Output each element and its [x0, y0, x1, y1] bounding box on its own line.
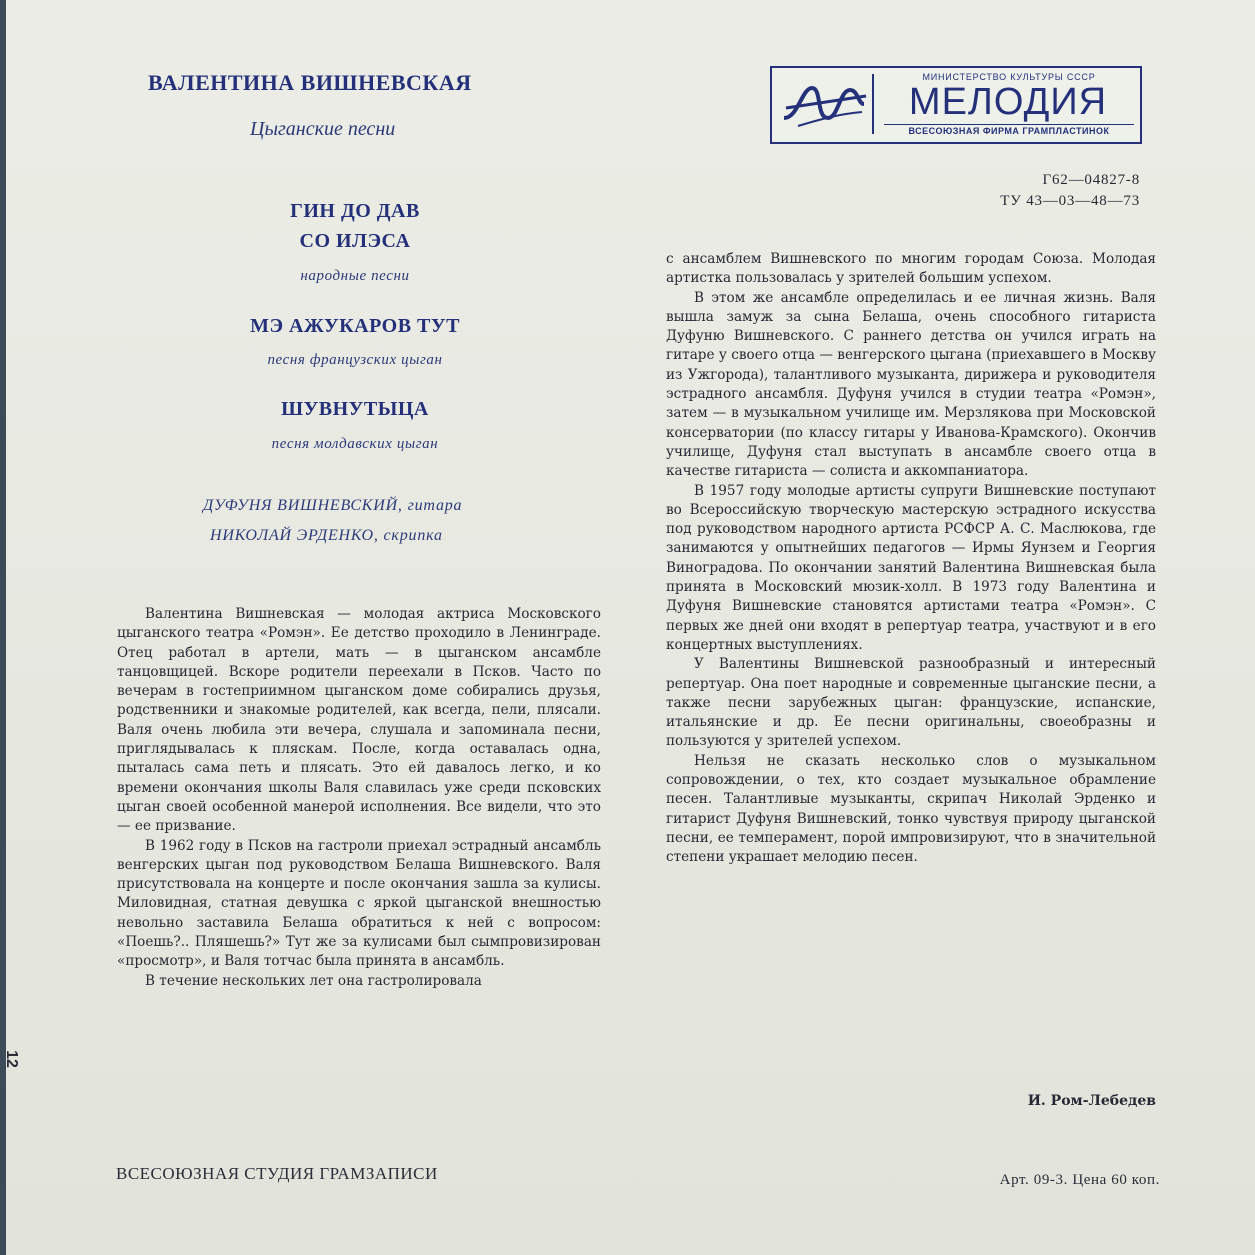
performer-role: гитара	[407, 497, 463, 514]
performer-role: скрипка	[383, 527, 443, 544]
performer-name: НИКОЛАЙ ЭРДЕНКО,	[210, 527, 379, 544]
performer-credit	[203, 497, 462, 515]
song-title: ШУВНУТЫЦА	[281, 398, 429, 420]
song-note: песня французских цыган	[267, 352, 443, 368]
price-info: Арт. 09-3. Цена 60 коп.	[999, 1172, 1160, 1188]
song-title: МЭ АЖУКАРОВ ТУТ	[250, 315, 460, 337]
performer-credit	[210, 527, 443, 545]
album-subtitle: Цыганские песни	[250, 118, 396, 140]
catalog-info	[950, 170, 1140, 212]
liner-notes-right	[666, 250, 1156, 868]
performer-name: ДУФУНЯ ВИШНЕВСКИЙ,	[203, 497, 403, 514]
melodiya-logo	[770, 66, 1142, 144]
paragraph: Нельзя не сказать несколько слов о музыкальном сопровождении, о тех, кто создает музыкальное обрамление песен. Талантливые музыканты, скрипач Николай Эрденко и гитарист Дуфуня Вишневский, тонко чувствуя природу цыганской песни, ее темперамент, порой импровизируют, что в значительной степени украшает мелодию песен.	[666, 752, 1156, 866]
paragraph: В течение нескольких лет она гастролировала	[145, 972, 482, 989]
liner-notes-left	[117, 605, 601, 991]
artist-title: ВАЛЕНТИНА ВИШНЕВСКАЯ	[148, 70, 472, 95]
logo-ministry-text: МИНИСТЕРСТВО КУЛЬТУРЫ СССР	[922, 72, 1096, 82]
studio-name: ВСЕСОЮЗНАЯ СТУДИЯ ГРАМЗАПИСИ	[116, 1164, 438, 1183]
catalog-tu: ТУ 43—03—48—73	[1000, 193, 1140, 209]
song-note: народные песни	[300, 268, 410, 284]
paragraph: У Валентины Вишневской разнообразный и интересный репертуар. Она поет народные и современные цыганские песни, а также песни зарубежных цыган: французские, испанские, итальянские и др. Ее песни оригинальны, своеобразны и пользуются у зрителей успехом.	[666, 656, 1156, 750]
author-signature: И. Ром-Лебедев	[1027, 1093, 1156, 1109]
logo-subtitle: ВСЕСОЮЗНАЯ ФИРМА ГРАМПЛАСТИНОК	[884, 124, 1134, 136]
song-title: СО ИЛЭСА	[299, 230, 411, 252]
melodiya-emblem-icon	[778, 74, 874, 134]
catalog-code: Г62—04827-8	[1042, 172, 1140, 188]
page-number: 12	[2, 1050, 20, 1068]
paragraph: В этом же ансамбле определилась и ее личная жизнь. Валя вышла замуж за сына Белаша, очень способного гитариста Дуфуню Вишневского. С раннего детства он учился играть на гитаре у своего отца — венгерского цыгана (приехавшего в Москву из Ужгорода), талантливого музыканта, дирижера и руководителя эстрадного ансамбля. Дуфуня учился в студии театра «Ромэн», затем — в музыкальном училище им. Мерзлякова при Московской консерватории (по классу гитары у Иванова-Крамского). Окончив училище, Дуфуня стал выступать в ансамбле своего отца в качестве гитариста — солиста и аккомпаниатора.	[666, 289, 1156, 480]
logo-brand-name: МЕЛОДИЯ	[908, 81, 1108, 123]
paragraph: В 1962 году в Псков на гастроли приехал эстрадный ансамбль венгерских цыган под руководством Белаша Вишневского. Валя присутствовала на концерте и после окончания зашла за кулисы. Миловидная, статная девушка с яркой цыганской внешностью невольно заставила Белаша обратиться к ней с вопросом: «Поешь?.. Пляшешь?» Тут же за кулисами был сымпровизирован «просмотр», и Валя тотчас была принята в ансамбль.	[117, 837, 601, 970]
paragraph: Валентина Вишневская — молодая актриса Московского цыганского театра «Ромэн». Ее детство проходило в Ленинграде. Отец работал в артели, мать — в цыганском ансамбле танцовщицей. Вскоре родители переехали в Псков. Часто по вечерам в гостеприимном цыганском доме собирались друзья, родственники и знакомые родителей, как всегда, пели, плясали. Валя очень любила эти вечера, слушала и запоминала песни, приглядывалась к пляскам. После, когда оставалась одна, пыталась сама петь и плясать. Это ей давалось легко, и ко времени окончания школы Валя славилась уже среди псковских цыган своей особенной манерой исполнения. Все видели, что это — ее призвание.	[117, 606, 601, 835]
paragraph: В 1957 году молодые артисты супруги Вишневские поступают во Всероссийскую творческую мастерскую эстрадного искусства под руководством народного артиста РСФСР А. С. Маслюкова, где занимаются у опытнейших педагогов — Ирмы Яунзем и Георгия Виноградова. По окончании занятий Валентина Вишневская была принята в Московский мюзик-холл. В 1973 году Валентина и Дуфуня Вишневские становятся артистами театра «Ромэн». С первых же дней они входят в репертуар театра, участвуют и в его концертных выступлениях.	[666, 482, 1156, 653]
paragraph: с ансамблем Вишневского по многим городам Союза. Молодая артистка пользовалась у зрителей большим успехом.	[666, 251, 1156, 287]
song-title: ГИН ДО ДАВ	[290, 200, 420, 222]
song-note: песня молдавских цыган	[271, 436, 439, 452]
